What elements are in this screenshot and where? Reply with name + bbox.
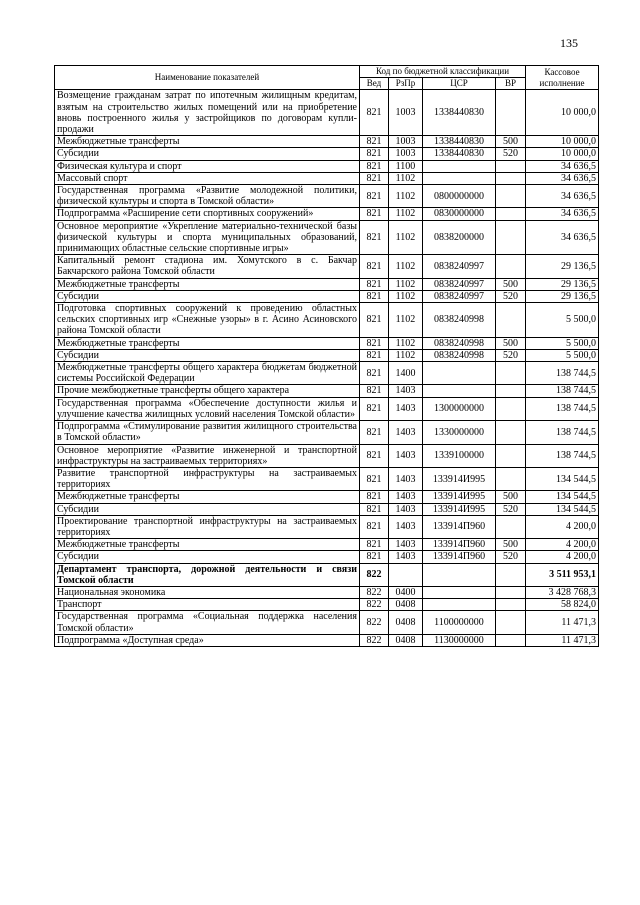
row-csr: 0838240997 bbox=[423, 278, 496, 290]
row-rzpr: 1403 bbox=[389, 421, 423, 444]
row-rzpr: 1003 bbox=[389, 148, 423, 160]
row-name: Массовый спорт bbox=[55, 172, 360, 184]
row-vr bbox=[496, 255, 526, 278]
row-csr: 0838240998 bbox=[423, 349, 496, 361]
row-ved: 821 bbox=[360, 90, 389, 136]
row-csr: 133914П960 bbox=[423, 515, 496, 538]
row-ved: 821 bbox=[360, 160, 389, 172]
row-csr: 133914П960 bbox=[423, 539, 496, 551]
row-name: Субсидии bbox=[55, 148, 360, 160]
row-vr bbox=[496, 220, 526, 255]
row-vr: 520 bbox=[496, 290, 526, 302]
row-vr bbox=[496, 397, 526, 420]
row-amount: 138 744,5 bbox=[526, 362, 599, 385]
row-name: Субсидии bbox=[55, 349, 360, 361]
header-code-group: Код по бюджетной классификации bbox=[360, 66, 526, 78]
header-rzpr: РзПр bbox=[389, 78, 423, 90]
row-ved: 821 bbox=[360, 551, 389, 563]
row-ved: 821 bbox=[360, 148, 389, 160]
table-row bbox=[55, 90, 599, 136]
row-amount: 5 500,0 bbox=[526, 337, 599, 349]
row-ved: 821 bbox=[360, 337, 389, 349]
row-rzpr: 1102 bbox=[389, 172, 423, 184]
row-vr: 520 bbox=[496, 551, 526, 563]
row-amount: 138 744,5 bbox=[526, 385, 599, 397]
table-row bbox=[55, 385, 599, 397]
row-ved: 821 bbox=[360, 172, 389, 184]
row-csr: 0838240997 bbox=[423, 255, 496, 278]
table-row bbox=[55, 491, 599, 503]
row-name: Капитальный ремонт стадиона им. Хомутского в с. Бакчар Бакчарского района Томской области bbox=[55, 255, 360, 278]
row-vr bbox=[496, 563, 526, 586]
row-vr bbox=[496, 185, 526, 208]
row-name: Департамент транспорта, дорожной деятельности и связи Томской области bbox=[55, 563, 360, 586]
row-ved: 821 bbox=[360, 220, 389, 255]
row-name: Основное мероприятие «Развитие инженерной и транспортной инфраструктуры на застраиваемых территориях» bbox=[55, 444, 360, 467]
row-csr: 1338440830 bbox=[423, 90, 496, 136]
table-row bbox=[55, 208, 599, 220]
row-amount: 34 636,5 bbox=[526, 220, 599, 255]
row-name: Проектирование транспортной инфраструктуры на застраиваемых территориях bbox=[55, 515, 360, 538]
row-ved: 821 bbox=[360, 185, 389, 208]
table-row bbox=[55, 349, 599, 361]
row-csr: 0800000000 bbox=[423, 185, 496, 208]
row-rzpr: 1403 bbox=[389, 491, 423, 503]
row-ved: 821 bbox=[360, 491, 389, 503]
row-amount: 10 000,0 bbox=[526, 136, 599, 148]
row-rzpr: 1003 bbox=[389, 136, 423, 148]
row-name: Субсидии bbox=[55, 503, 360, 515]
row-csr: 133914П960 bbox=[423, 551, 496, 563]
table-row bbox=[55, 172, 599, 184]
row-vr bbox=[496, 611, 526, 634]
row-amount: 3 511 953,1 bbox=[526, 563, 599, 586]
row-rzpr: 0408 bbox=[389, 634, 423, 646]
row-name: Подготовка спортивных сооружений к проведению областных сельских спортивных игр «Снежные узоры» в г. Асино Асиновского района Томской области bbox=[55, 303, 360, 338]
table-row bbox=[55, 362, 599, 385]
row-ved: 821 bbox=[360, 444, 389, 467]
row-ved: 821 bbox=[360, 136, 389, 148]
row-vr bbox=[496, 515, 526, 538]
row-name: Возмещение гражданам затрат по ипотечным жилищным кредитам, взятым на строительство жилых помещений или на приобретение вновь построенного жилья у застройщиков по договорам купли-продажи bbox=[55, 90, 360, 136]
row-ved: 821 bbox=[360, 349, 389, 361]
row-amount: 29 136,5 bbox=[526, 278, 599, 290]
row-name: Прочие межбюджетные трансферты общего характера bbox=[55, 385, 360, 397]
row-amount: 34 636,5 bbox=[526, 185, 599, 208]
row-rzpr: 1102 bbox=[389, 185, 423, 208]
row-rzpr: 1403 bbox=[389, 397, 423, 420]
row-csr bbox=[423, 599, 496, 611]
row-name: Межбюджетные трансферты bbox=[55, 136, 360, 148]
row-name: Подпрограмма «Расширение сети спортивных сооружений» bbox=[55, 208, 360, 220]
page-number: 135 bbox=[560, 36, 578, 50]
row-ved: 821 bbox=[360, 278, 389, 290]
table-row bbox=[55, 220, 599, 255]
row-amount: 134 544,5 bbox=[526, 467, 599, 490]
row-amount: 138 744,5 bbox=[526, 397, 599, 420]
row-name: Национальная экономика bbox=[55, 586, 360, 598]
row-amount: 58 824,0 bbox=[526, 599, 599, 611]
row-rzpr: 1003 bbox=[389, 90, 423, 136]
row-ved: 821 bbox=[360, 303, 389, 338]
row-amount: 138 744,5 bbox=[526, 421, 599, 444]
row-ved: 821 bbox=[360, 515, 389, 538]
row-csr bbox=[423, 563, 496, 586]
row-ved: 821 bbox=[360, 397, 389, 420]
row-vr: 500 bbox=[496, 136, 526, 148]
row-name: Основное мероприятие «Укрепление материально-технической базы физической культуры и спорта муниципальных образований, принимающих областные сельские спортивные игры» bbox=[55, 220, 360, 255]
row-name: Подпрограмма «Стимулирование развития жилищного строительства в Томской области» bbox=[55, 421, 360, 444]
table-row bbox=[55, 185, 599, 208]
row-vr bbox=[496, 303, 526, 338]
row-vr: 520 bbox=[496, 148, 526, 160]
row-vr bbox=[496, 599, 526, 611]
row-csr bbox=[423, 385, 496, 397]
table-row bbox=[55, 303, 599, 338]
row-name: Государственная программа «Развитие молодежной политики, физической культуры и спорта в Томской области» bbox=[55, 185, 360, 208]
row-csr: 133914И995 bbox=[423, 503, 496, 515]
row-amount: 4 200,0 bbox=[526, 539, 599, 551]
row-csr: 0838240998 bbox=[423, 337, 496, 349]
row-ved: 821 bbox=[360, 290, 389, 302]
row-csr: 133914И995 bbox=[423, 467, 496, 490]
row-vr bbox=[496, 160, 526, 172]
row-vr bbox=[496, 90, 526, 136]
row-rzpr: 1400 bbox=[389, 362, 423, 385]
table-row bbox=[55, 586, 599, 598]
row-vr: 520 bbox=[496, 349, 526, 361]
row-amount: 5 500,0 bbox=[526, 349, 599, 361]
row-ved: 822 bbox=[360, 634, 389, 646]
row-vr: 520 bbox=[496, 503, 526, 515]
row-amount: 134 544,5 bbox=[526, 491, 599, 503]
row-amount: 5 500,0 bbox=[526, 303, 599, 338]
row-rzpr: 1102 bbox=[389, 255, 423, 278]
table-row bbox=[55, 515, 599, 538]
header-csr: ЦСР bbox=[423, 78, 496, 90]
row-vr bbox=[496, 586, 526, 598]
row-csr bbox=[423, 172, 496, 184]
table-row bbox=[55, 503, 599, 515]
row-ved: 822 bbox=[360, 563, 389, 586]
row-amount: 29 136,5 bbox=[526, 255, 599, 278]
row-vr: 500 bbox=[496, 337, 526, 349]
row-amount: 11 471,3 bbox=[526, 611, 599, 634]
row-csr: 1338440830 bbox=[423, 136, 496, 148]
row-name: Межбюджетные трансферты bbox=[55, 539, 360, 551]
row-rzpr: 1102 bbox=[389, 290, 423, 302]
row-name: Транспорт bbox=[55, 599, 360, 611]
row-csr bbox=[423, 586, 496, 598]
row-rzpr: 1403 bbox=[389, 444, 423, 467]
row-csr: 1100000000 bbox=[423, 611, 496, 634]
row-rzpr: 1100 bbox=[389, 160, 423, 172]
table-row bbox=[55, 563, 599, 586]
row-ved: 821 bbox=[360, 539, 389, 551]
row-ved: 821 bbox=[360, 421, 389, 444]
row-ved: 821 bbox=[360, 255, 389, 278]
row-amount: 34 636,5 bbox=[526, 172, 599, 184]
row-name: Государственная программа «Социальная поддержка населения Томской области» bbox=[55, 611, 360, 634]
row-rzpr: 1403 bbox=[389, 551, 423, 563]
row-ved: 821 bbox=[360, 503, 389, 515]
table-row bbox=[55, 634, 599, 646]
table-row bbox=[55, 397, 599, 420]
row-vr bbox=[496, 467, 526, 490]
row-rzpr: 1403 bbox=[389, 503, 423, 515]
row-vr bbox=[496, 634, 526, 646]
row-vr: 500 bbox=[496, 278, 526, 290]
row-name: Развитие транспортной инфраструктуры на застраиваемых территориях bbox=[55, 467, 360, 490]
table-row bbox=[55, 611, 599, 634]
row-name: Межбюджетные трансферты bbox=[55, 337, 360, 349]
row-name: Межбюджетные трансферты bbox=[55, 491, 360, 503]
row-amount: 29 136,5 bbox=[526, 290, 599, 302]
row-name: Межбюджетные трансферты общего характера бюджетам бюджетной системы Российской Федерации bbox=[55, 362, 360, 385]
table-row bbox=[55, 599, 599, 611]
row-rzpr: 1403 bbox=[389, 385, 423, 397]
row-amount: 138 744,5 bbox=[526, 444, 599, 467]
row-amount: 34 636,5 bbox=[526, 160, 599, 172]
row-csr: 133914И995 bbox=[423, 491, 496, 503]
row-rzpr: 0408 bbox=[389, 611, 423, 634]
row-amount: 10 000,0 bbox=[526, 148, 599, 160]
row-rzpr: 1102 bbox=[389, 208, 423, 220]
row-amount: 3 428 768,3 bbox=[526, 586, 599, 598]
row-rzpr: 1403 bbox=[389, 467, 423, 490]
row-amount: 134 544,5 bbox=[526, 503, 599, 515]
row-vr: 500 bbox=[496, 539, 526, 551]
row-vr bbox=[496, 362, 526, 385]
row-amount: 4 200,0 bbox=[526, 515, 599, 538]
row-ved: 822 bbox=[360, 586, 389, 598]
row-vr bbox=[496, 421, 526, 444]
row-rzpr bbox=[389, 563, 423, 586]
row-csr: 0838240997 bbox=[423, 290, 496, 302]
header-ved: Вед bbox=[360, 78, 389, 90]
row-vr bbox=[496, 385, 526, 397]
row-ved: 821 bbox=[360, 362, 389, 385]
row-name: Подпрограмма «Доступная среда» bbox=[55, 634, 360, 646]
row-rzpr: 0400 bbox=[389, 586, 423, 598]
table-row bbox=[55, 444, 599, 467]
row-rzpr: 0408 bbox=[389, 599, 423, 611]
budget-table bbox=[54, 65, 599, 647]
table-row bbox=[55, 160, 599, 172]
row-csr bbox=[423, 362, 496, 385]
row-amount: 11 471,3 bbox=[526, 634, 599, 646]
header-vr: ВР bbox=[496, 78, 526, 90]
row-csr: 1339100000 bbox=[423, 444, 496, 467]
row-amount: 10 000,0 bbox=[526, 90, 599, 136]
row-name: Физическая культура и спорт bbox=[55, 160, 360, 172]
row-csr: 0838200000 bbox=[423, 220, 496, 255]
row-ved: 822 bbox=[360, 611, 389, 634]
row-csr: 1300000000 bbox=[423, 397, 496, 420]
row-rzpr: 1102 bbox=[389, 220, 423, 255]
row-rzpr: 1403 bbox=[389, 515, 423, 538]
table-row bbox=[55, 278, 599, 290]
row-rzpr: 1102 bbox=[389, 303, 423, 338]
row-amount: 4 200,0 bbox=[526, 551, 599, 563]
table-row bbox=[55, 539, 599, 551]
row-ved: 822 bbox=[360, 599, 389, 611]
header-cash-execution: Кассовое исполнение bbox=[526, 66, 599, 90]
row-vr bbox=[496, 208, 526, 220]
table-row bbox=[55, 255, 599, 278]
row-ved: 821 bbox=[360, 385, 389, 397]
row-csr: 0838240998 bbox=[423, 303, 496, 338]
row-rzpr: 1102 bbox=[389, 349, 423, 361]
row-name: Межбюджетные трансферты bbox=[55, 278, 360, 290]
table-row bbox=[55, 148, 599, 160]
row-csr: 0830000000 bbox=[423, 208, 496, 220]
table-row bbox=[55, 337, 599, 349]
table-row bbox=[55, 290, 599, 302]
row-ved: 821 bbox=[360, 208, 389, 220]
row-vr bbox=[496, 172, 526, 184]
row-csr bbox=[423, 160, 496, 172]
row-rzpr: 1403 bbox=[389, 539, 423, 551]
row-vr bbox=[496, 444, 526, 467]
row-csr: 1338440830 bbox=[423, 148, 496, 160]
row-csr: 1330000000 bbox=[423, 421, 496, 444]
table-row bbox=[55, 421, 599, 444]
row-ved: 821 bbox=[360, 467, 389, 490]
header-name: Наименование показателей bbox=[55, 66, 360, 90]
row-name: Субсидии bbox=[55, 551, 360, 563]
row-rzpr: 1102 bbox=[389, 278, 423, 290]
row-name: Государственная программа «Обеспечение доступности жилья и улучшение качества жилищных условий населения Томской области» bbox=[55, 397, 360, 420]
table-row bbox=[55, 467, 599, 490]
row-amount: 34 636,5 bbox=[526, 208, 599, 220]
table-row bbox=[55, 136, 599, 148]
row-name: Субсидии bbox=[55, 290, 360, 302]
row-csr: 1130000000 bbox=[423, 634, 496, 646]
table-row bbox=[55, 551, 599, 563]
row-vr: 500 bbox=[496, 491, 526, 503]
row-rzpr: 1102 bbox=[389, 337, 423, 349]
